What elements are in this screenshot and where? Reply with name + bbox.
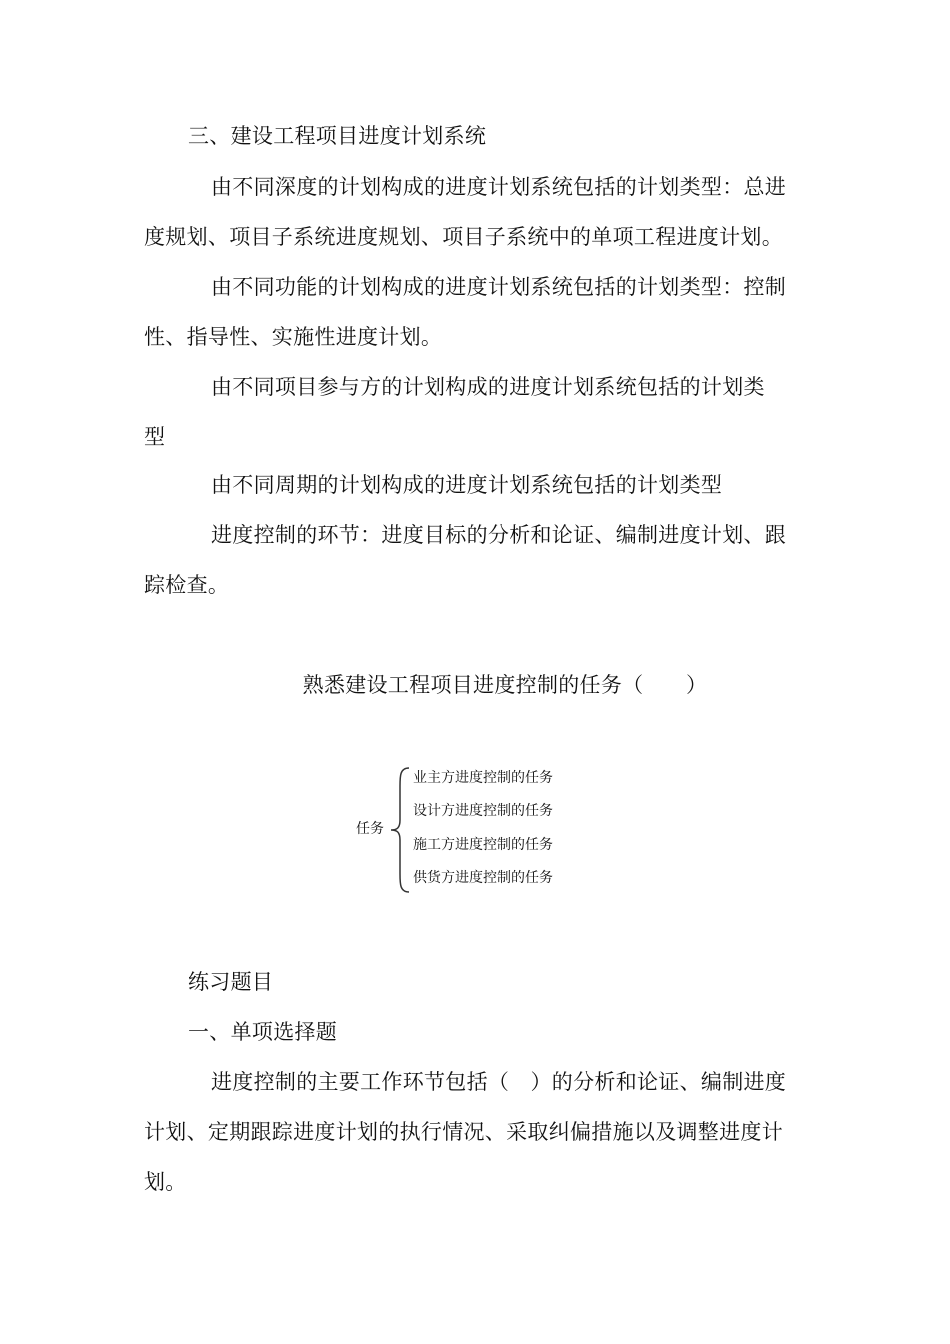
paragraph-participant-line-1: 由不同项目参与方的计划构成的进度计划系统包括的计划类 [211, 375, 765, 399]
question-line-3: 划。 [144, 1170, 187, 1194]
diagram-root-label: 任务 [356, 821, 384, 837]
section-heading: 三、建设工程项目进度计划系统 [188, 124, 487, 148]
paragraph-period-line-1: 由不同周期的计划构成的进度计划系统包括的计划类型 [211, 473, 723, 497]
paragraph-depth-line-2: 度规划、项目子系统进度规划、项目子系统中的单项工程进度计划。 [144, 225, 783, 249]
paragraph-control-line-1: 进度控制的环节：进度目标的分析和论证、编制进度计划、跟 [211, 523, 787, 547]
task-diagram [340, 760, 600, 900]
paragraph-depth-line-1: 由不同深度的计划构成的进度计划系统包括的计划类型：总进 [211, 175, 787, 199]
diagram-branch-designer: 设计方进度控制的任务 [413, 803, 553, 819]
exercise-heading: 练习题目 [188, 970, 274, 994]
paragraph-control-line-2: 踪检查。 [144, 573, 230, 597]
diagram-branch-supplier: 供货方进度控制的任务 [413, 870, 553, 886]
question-type-heading: 一、单项选择题 [188, 1020, 338, 1044]
diagram-branch-contractor: 施工方进度控制的任务 [413, 837, 553, 853]
paragraph-participant-line-2: 型 [144, 425, 166, 449]
curly-brace [388, 766, 414, 894]
paragraph-function-line-2: 性、指导性、实施性进度计划。 [144, 325, 443, 349]
question-line-2: 计划、定期跟踪进度计划的执行情况、采取纠偏措施以及调整进度计 [144, 1120, 783, 1144]
paragraph-function-line-1: 由不同功能的计划构成的进度计划系统包括的计划类型：控制 [211, 275, 787, 299]
question-line-1: 进度控制的主要工作环节包括（ ）的分析和论证、编制进度 [211, 1070, 787, 1094]
center-title: 熟悉建设工程项目进度控制的任务（ ） [302, 673, 708, 697]
diagram-branch-owner: 业主方进度控制的任务 [413, 770, 553, 786]
